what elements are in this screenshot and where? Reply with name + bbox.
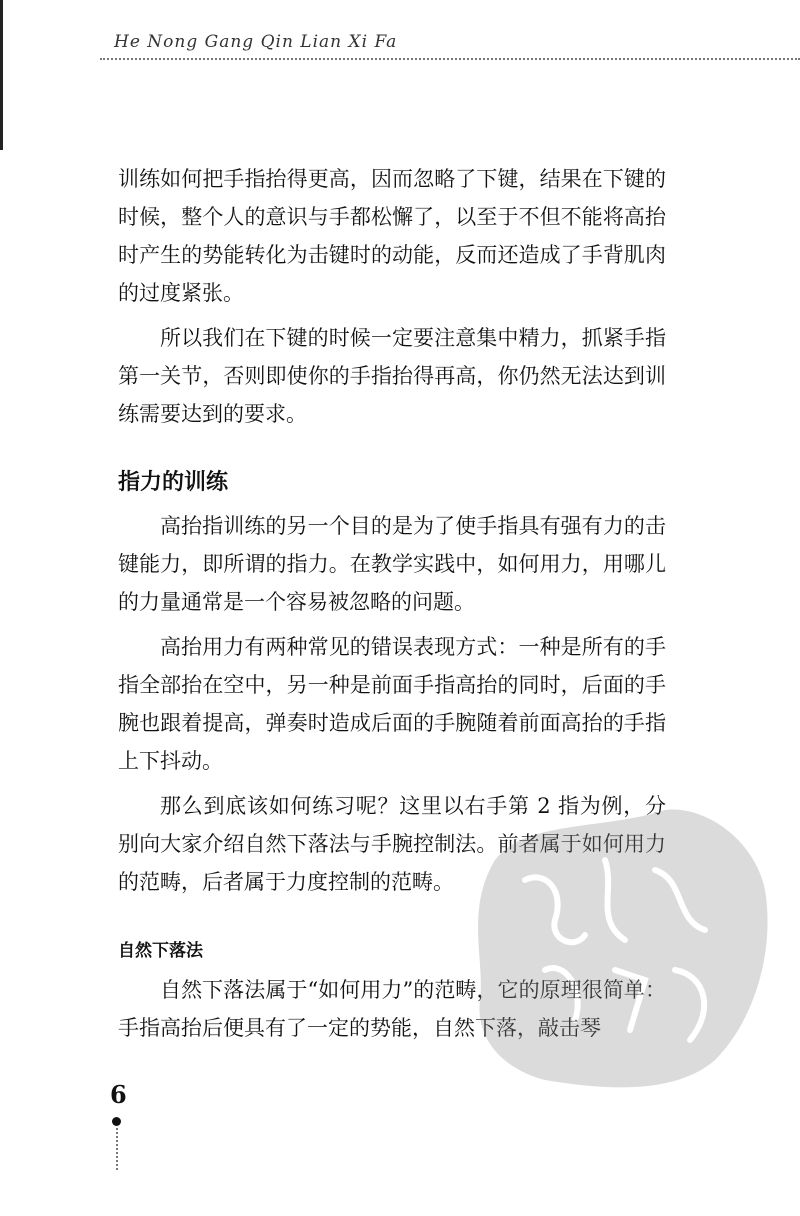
paragraph: 那么到底该如何练习呢？这里以右手第 2 指为例，分别向大家介绍自然下落法与手腕控制法。前者属于如何用力的范畴，后者属于力度控制的范畴。 xyxy=(118,794,666,894)
page-number-dotted-line xyxy=(116,1128,118,1170)
left-margin-rule xyxy=(0,0,3,150)
header-dotted-line xyxy=(100,58,800,60)
running-header xyxy=(100,28,800,64)
paragraph: 所以我们在下键的时候一定要注意集中精力，抓紧手指第一关节，否则即使你的手指抬得再高，你仍然无法达到训练需要达到的要求。 xyxy=(118,326,666,426)
running-title: He Nong Gang Qin Lian Xi Fa xyxy=(114,32,398,52)
seal-watermark-icon xyxy=(455,800,785,1100)
paragraph: 高抬指训练的另一个目的是为了使手指具有强有力的击键能力，即所谓的指力。在教学实践中，如何用力，用哪儿的力量通常是一个容易被忽略的问题。 xyxy=(118,514,666,614)
section-heading: 指力的训练 xyxy=(118,470,229,495)
page-number-dot xyxy=(112,1117,121,1126)
paragraph: 高抬用力有两种常见的错误表现方式：一种是所有的手指全部抬在空中，另一种是前面手指高抬的同时，后面的手腕也跟着提高，弹奏时造成后面的手腕随着前面高抬的手指上下抖动。 xyxy=(118,635,666,773)
paragraph-continued: 训练如何把手指抬得更高，因而忽略了下键，结果在下键的时候，整个人的意识与手都松懈了，以至于不但不能将高抬时产生的势能转化为击键时的动能，反而还造成了手背肌肉的过度紧张。 xyxy=(118,167,666,305)
subsection-heading: 自然下落法 xyxy=(118,941,203,961)
paragraph: 自然下落法属于“如何用力”的范畴，它的原理很简单：手指高抬后便具有了一定的势能，自然下落，敲击琴 xyxy=(118,978,666,1040)
page-number: 6 xyxy=(110,1080,127,1109)
